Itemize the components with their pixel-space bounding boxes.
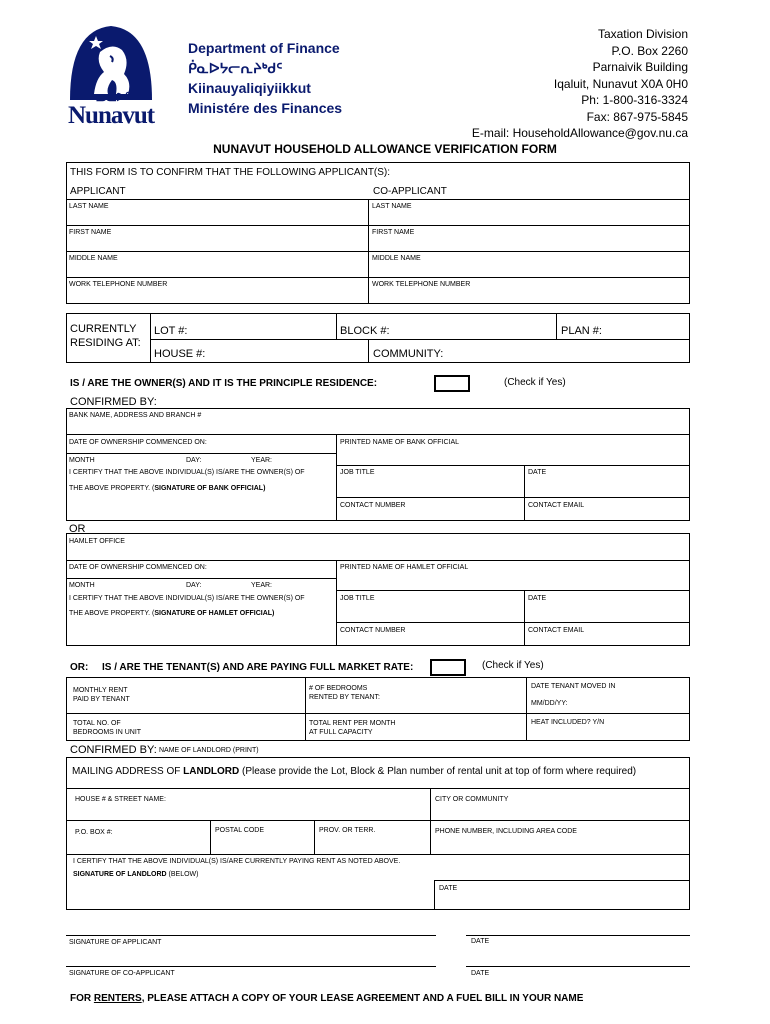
renters-suffix: , PLEASE ATTACH A COPY OF YOUR LEASE AGREEMENT AND A FUEL BILL IN YOUR NAME bbox=[141, 993, 584, 1004]
address-line: Taxation Division bbox=[597, 27, 688, 41]
hamlet-office-field[interactable]: HAMLET OFFICE bbox=[69, 538, 125, 545]
landlord-city-field[interactable]: CITY OR COMMUNITY bbox=[435, 796, 509, 803]
total-bedrooms-label-1: TOTAL NO. OF bbox=[73, 720, 121, 727]
bank-date-field[interactable]: DATE bbox=[528, 469, 547, 476]
contact-address bbox=[472, 26, 688, 142]
tenant-or-label: OR: bbox=[70, 662, 89, 673]
dept-inuktitut-latin: Kiinauyaliqiyiikkut bbox=[188, 80, 311, 96]
total-rent-label-2: AT FULL CAPACITY bbox=[309, 729, 373, 736]
landlord-word: LANDLORD bbox=[183, 766, 240, 777]
logo-wordmark: Nunavut bbox=[68, 102, 155, 129]
co-applicant-last-name-field[interactable]: LAST NAME bbox=[372, 203, 412, 210]
applicants-intro: THIS FORM IS TO CONFIRM THAT THE FOLLOWING APPLICANT(S): bbox=[70, 167, 391, 178]
block-field[interactable]: BLOCK #: bbox=[340, 325, 390, 337]
bedrooms-rented-field[interactable] bbox=[309, 684, 380, 702]
landlord-postal-code-field[interactable]: POSTAL CODE bbox=[215, 827, 265, 834]
printed-bank-official-field[interactable]: PRINTED NAME OF BANK OFFICIAL bbox=[340, 439, 460, 446]
bedrooms-rented-label-1: # OF BEDROOMS bbox=[309, 685, 368, 692]
date-moved-in-label: DATE TENANT MOVED IN bbox=[531, 683, 616, 690]
hamlet-certify-text: I CERTIFY THAT THE ABOVE INDIVIDUAL(S) IS/ARE THE OWNER(S) OF bbox=[69, 595, 305, 602]
hamlet-date-field[interactable]: DATE bbox=[528, 595, 547, 602]
email-line: E-mail: HouseholdAllowance@gov.nu.ca bbox=[471, 126, 688, 140]
applicant-first-name-field[interactable]: FIRST NAME bbox=[69, 229, 112, 236]
the-above-property-text: THE ABOVE PROPERTY. ( bbox=[69, 610, 155, 617]
bank-day-field[interactable]: DAY: bbox=[186, 457, 202, 464]
landlord-house-street-field[interactable]: HOUSE # & STREET NAME: bbox=[75, 796, 166, 803]
nunavut-logo bbox=[66, 22, 156, 130]
or-separator: OR bbox=[69, 523, 86, 535]
date-moved-in-field[interactable]: MM/DD/YY: bbox=[531, 700, 568, 707]
co-applicant-work-phone-field[interactable]: WORK TELEPHONE NUMBER bbox=[372, 281, 471, 288]
applicant-date-field[interactable]: DATE bbox=[471, 938, 490, 945]
mailing-address-instructions: (Please provide the Lot, Block & Plan number of rental unit at top of form where required) bbox=[239, 766, 637, 777]
tenant-check-hint: (Check if Yes) bbox=[482, 660, 544, 671]
renters-prefix: FOR bbox=[70, 993, 94, 1004]
landlord-signature-label: SIGNATURE OF LANDLORD bbox=[73, 871, 167, 878]
hamlet-contact-number-field[interactable]: CONTACT NUMBER bbox=[340, 627, 406, 634]
co-applicant-first-name-field[interactable]: FIRST NAME bbox=[372, 229, 415, 236]
bedrooms-rented-label-2: RENTED BY TENANT: bbox=[309, 694, 380, 701]
renters-instruction bbox=[70, 993, 583, 1004]
hamlet-year-field[interactable]: YEAR: bbox=[251, 582, 273, 589]
renters-word: RENTERS bbox=[93, 993, 142, 1004]
landlord-signature-field[interactable] bbox=[73, 871, 198, 878]
co-applicant-middle-name-field[interactable]: MIDDLE NAME bbox=[372, 255, 421, 262]
total-rent-label-1: TOTAL RENT PER MONTH bbox=[309, 720, 396, 727]
address-line: Iqaluit, Nunavut X0A 0H0 bbox=[553, 76, 688, 91]
landlord-prov-field[interactable]: PROV. OR TERR. bbox=[319, 827, 376, 834]
tenant-question: IS / ARE THE TENANT(S) AND ARE PAYING FULL MARKET RATE: bbox=[102, 662, 414, 673]
plan-field[interactable]: PLAN #: bbox=[561, 325, 602, 337]
applicant-signature-field[interactable]: SIGNATURE OF APPLICANT bbox=[69, 939, 162, 946]
residing-at-label: RESIDING AT: bbox=[70, 337, 141, 349]
landlord-phone-field[interactable]: PHONE NUMBER, INCLUDING AREA CODE bbox=[435, 828, 577, 835]
currently-label: CURRENTLY bbox=[70, 323, 137, 335]
bank-signature-label: SIGNATURE OF BANK OFFICIAL) bbox=[154, 485, 266, 492]
co-applicant-heading: CO-APPLICANT bbox=[373, 186, 447, 197]
applicant-middle-name-field[interactable]: MIDDLE NAME bbox=[69, 255, 118, 262]
logo-syllabics: ᓄᓇᕗᑦ bbox=[96, 90, 131, 104]
hamlet-contact-email-field[interactable]: CONTACT EMAIL bbox=[528, 627, 585, 634]
department-name bbox=[188, 38, 342, 118]
bank-contact-number-field[interactable]: CONTACT NUMBER bbox=[340, 502, 406, 509]
landlord-mailing-heading bbox=[72, 766, 636, 777]
total-rent-field[interactable] bbox=[309, 719, 395, 737]
total-bedrooms-field[interactable] bbox=[73, 719, 141, 737]
co-applicant-date-field[interactable]: DATE bbox=[471, 970, 490, 977]
hamlet-date-ownership-label: DATE OF OWNERSHIP COMMENCED ON: bbox=[69, 564, 207, 571]
bank-job-title-field[interactable]: JOB TITLE bbox=[340, 469, 375, 476]
landlord-signature-below: (BELOW) bbox=[166, 871, 199, 878]
printed-hamlet-official-field[interactable]: PRINTED NAME OF HAMLET OFFICIAL bbox=[340, 564, 469, 571]
owner-checkbox[interactable] bbox=[434, 375, 470, 392]
total-bedrooms-label-2: BEDROOMS IN UNIT bbox=[73, 729, 142, 736]
applicant-last-name-field[interactable]: LAST NAME bbox=[69, 203, 109, 210]
owner-question: IS / ARE THE OWNER(S) AND IT IS THE PRINCIPLE RESIDENCE: bbox=[70, 378, 378, 389]
bank-year-field[interactable]: YEAR: bbox=[251, 457, 273, 464]
address-line: P.O. Box 2260 bbox=[611, 43, 688, 58]
address-line: Parnaivik Building bbox=[592, 60, 688, 74]
applicant-work-phone-field[interactable]: WORK TELEPHONE NUMBER bbox=[69, 281, 168, 288]
co-applicant-signature-field[interactable]: SIGNATURE OF CO-APPLICANT bbox=[69, 970, 175, 977]
mailing-address-prefix: MAILING ADDRESS OF bbox=[72, 766, 184, 777]
form-title: NUNAVUT HOUSEHOLD ALLOWANCE VERIFICATION FORM bbox=[213, 142, 557, 156]
bank-date-ownership-label: DATE OF OWNERSHIP COMMENCED ON: bbox=[69, 439, 207, 446]
the-above-property-text: THE ABOVE PROPERTY. ( bbox=[69, 485, 155, 492]
hamlet-signature-line[interactable] bbox=[69, 610, 274, 617]
bank-certify-text: I CERTIFY THAT THE ABOVE INDIVIDUAL(S) IS/ARE THE OWNER(S) OF bbox=[69, 469, 305, 476]
bank-name-field[interactable]: BANK NAME, ADDRESS AND BRANCH # bbox=[69, 412, 202, 419]
bank-signature-line[interactable] bbox=[69, 485, 265, 492]
bank-contact-email-field[interactable]: CONTACT EMAIL bbox=[528, 502, 585, 509]
monthly-rent-label-1: MONTHLY RENT bbox=[73, 687, 128, 694]
monthly-rent-field[interactable] bbox=[73, 686, 130, 704]
lot-field[interactable]: LOT #: bbox=[154, 325, 188, 337]
landlord-date-field[interactable]: DATE bbox=[439, 885, 458, 892]
dept-english: Department of Finance bbox=[188, 40, 340, 56]
tenant-confirmed-by: CONFIRMED BY: bbox=[70, 744, 157, 756]
hamlet-job-title-field[interactable]: JOB TITLE bbox=[340, 595, 375, 602]
community-field[interactable]: COMMUNITY: bbox=[373, 348, 444, 360]
dept-french: Ministére des Finances bbox=[188, 100, 343, 116]
dept-inuktitut-syllabics: ᑮᓇᐅᔭᓕᕆᔨᒃᑯᑦ bbox=[188, 60, 283, 76]
monthly-rent-label-2: PAID BY TENANT bbox=[73, 696, 130, 703]
hamlet-day-field[interactable]: DAY: bbox=[186, 582, 202, 589]
owner-confirmed-by: CONFIRMED BY: bbox=[70, 396, 157, 408]
landlord-po-box-field[interactable]: P.O. BOX #: bbox=[75, 829, 113, 836]
heat-included-field[interactable]: HEAT INCLUDED? Y/N bbox=[531, 719, 605, 726]
landlord-certify-text: I CERTIFY THAT THE ABOVE INDIVIDUAL(S) IS/ARE CURRENTLY PAYING RENT AS NOTED ABOVE. bbox=[73, 858, 401, 865]
fax-line: Fax: 867-975-5845 bbox=[586, 109, 688, 124]
house-field[interactable]: HOUSE #: bbox=[154, 348, 206, 360]
owner-check-hint: (Check if Yes) bbox=[504, 377, 566, 388]
hamlet-signature-label: SIGNATURE OF HAMLET OFFICIAL) bbox=[154, 610, 275, 617]
phone-line: Ph: 1-800-316-3324 bbox=[581, 93, 688, 107]
applicant-heading: APPLICANT bbox=[70, 186, 126, 197]
hamlet-month-field[interactable]: MONTH bbox=[69, 582, 95, 589]
landlord-section bbox=[66, 757, 690, 910]
landlord-name-field[interactable]: NAME OF LANDLORD (PRINT) bbox=[159, 747, 259, 754]
bank-month-field[interactable]: MONTH bbox=[69, 457, 95, 464]
tenant-checkbox[interactable] bbox=[430, 659, 466, 676]
